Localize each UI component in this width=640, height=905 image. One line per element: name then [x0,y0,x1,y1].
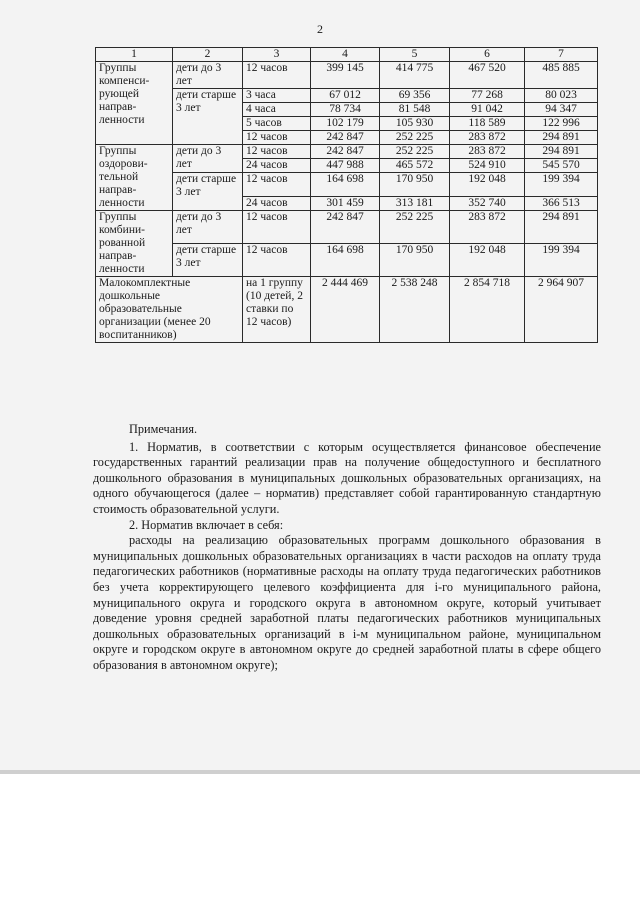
value-cell: 294 891 [525,131,598,145]
value-cell: 252 225 [380,145,450,159]
normative-table [95,47,598,343]
value-cell: 2 444 469 [311,277,380,343]
header-cell: 1 [96,48,173,62]
value-cell: 78 734 [311,103,380,117]
value-cell: 366 513 [525,197,598,211]
value-cell: 414 775 [380,62,450,89]
header-cell: 3 [243,48,311,62]
value-cell: 294 891 [525,145,598,159]
value-cell: 283 872 [450,131,525,145]
value-cell: 199 394 [525,173,598,197]
note-paragraph: расходы на реализацию образовательных программ дошкольного образования в муниципальных дошкольных образовательных организациях в части расходов на оплату труда педагогических работников (нормативные расходы на оплату труда педагогических работников без учета корректирующего целевого коэффициента для i-го муниципального района, муниципального округа и городского округа в автономном округе, который учитывает доведение уровня средней заработной платы педагогических работников муниципальных дошкольных образовательных организаций в i-м муниципальном районе, муниципальном округе и городском округе в автономном округе до средней заработной платы в сфере общего образования в автономном округе); [93,533,601,672]
mode-cell: 3 часа [243,89,311,103]
mode-cell: 12 часов [243,244,311,277]
header-cell: 7 [525,48,598,62]
value-cell: 105 930 [380,117,450,131]
value-cell: 69 356 [380,89,450,103]
value-cell: 199 394 [525,244,598,277]
mode-cell: 24 часов [243,159,311,173]
age-cell: дети старше 3 лет [173,89,243,145]
value-cell: 399 145 [311,62,380,89]
value-cell: 242 847 [311,211,380,244]
mode-cell: 24 часов [243,197,311,211]
group-name-cell: Группы компенси-рующей направ-ленности [96,62,173,145]
table-row [96,145,598,159]
age-cell: дети старше 3 лет [173,173,243,211]
value-cell: 283 872 [450,211,525,244]
value-cell: 294 891 [525,211,598,244]
table-row [96,211,598,244]
value-cell: 80 023 [525,89,598,103]
group-name-cell: Группы комбини-рованной направ-ленности [96,211,173,277]
header-cell: 2 [173,48,243,62]
value-cell: 102 179 [311,117,380,131]
value-cell: 447 988 [311,159,380,173]
note-paragraph: 2. Норматив включает в себя: [129,517,284,532]
header-cell: 4 [311,48,380,62]
note-paragraph: 1. Норматив, в соответствии с которым осуществляется финансовое обеспечение государственных гарантий реализации прав на получение общедоступного и бесплатного дошкольного образования в муниципальных дошкольных образовательных организациях, на одного обучающегося (далее – норматив) представляет собой гарантированную стандартную стоимость образовательной услуги. [93,439,601,516]
value-cell: 2 964 907 [525,277,598,343]
value-cell: 301 459 [311,197,380,211]
value-cell: 352 740 [450,197,525,211]
value-cell: 467 520 [450,62,525,89]
mode-cell: на 1 группу (10 детей, 2 ставки по 12 часов) [243,277,311,343]
mode-cell: 12 часов [243,211,311,244]
value-cell: 252 225 [380,131,450,145]
value-cell: 2 538 248 [380,277,450,343]
value-cell: 192 048 [450,244,525,277]
value-cell: 77 268 [450,89,525,103]
value-cell: 170 950 [380,244,450,277]
age-cell: дети до 3 лет [173,62,243,89]
value-cell: 118 589 [450,117,525,131]
group-name-cell: Группы оздорови-тельной направ-ленности [96,145,173,211]
value-cell: 283 872 [450,145,525,159]
value-cell: 192 048 [450,173,525,197]
mode-cell: 12 часов [243,145,311,159]
value-cell: 122 996 [525,117,598,131]
age-cell: дети до 3 лет [173,211,243,244]
value-cell: 91 042 [450,103,525,117]
table-row [96,62,598,89]
mode-cell: 12 часов [243,173,311,197]
table-row [96,277,598,343]
group-name-cell: Малокомплектные дошкольные образовательные организации (менее 20 воспитанников) [96,277,243,343]
value-cell: 94 347 [525,103,598,117]
value-cell: 170 950 [380,173,450,197]
mode-cell: 12 часов [243,131,311,145]
value-cell: 545 570 [525,159,598,173]
notes-section [93,422,601,674]
age-cell: дети старше 3 лет [173,244,243,277]
mode-cell: 5 часов [243,117,311,131]
value-cell: 524 910 [450,159,525,173]
header-cell: 5 [380,48,450,62]
mode-cell: 12 часов [243,62,311,89]
age-cell: дети до 3 лет [173,145,243,173]
value-cell: 164 698 [311,173,380,197]
notes-title: Примечания. [129,422,198,436]
mode-cell: 4 часа [243,103,311,117]
value-cell: 81 548 [380,103,450,117]
value-cell: 67 012 [311,89,380,103]
value-cell: 2 854 718 [450,277,525,343]
page-edge [0,770,640,774]
value-cell: 164 698 [311,244,380,277]
page-number: 2 [317,22,323,36]
value-cell: 242 847 [311,131,380,145]
value-cell: 485 885 [525,62,598,89]
table-header-row [96,48,598,62]
header-cell: 6 [450,48,525,62]
value-cell: 465 572 [380,159,450,173]
value-cell: 313 181 [380,197,450,211]
value-cell: 242 847 [311,145,380,159]
value-cell: 252 225 [380,211,450,244]
